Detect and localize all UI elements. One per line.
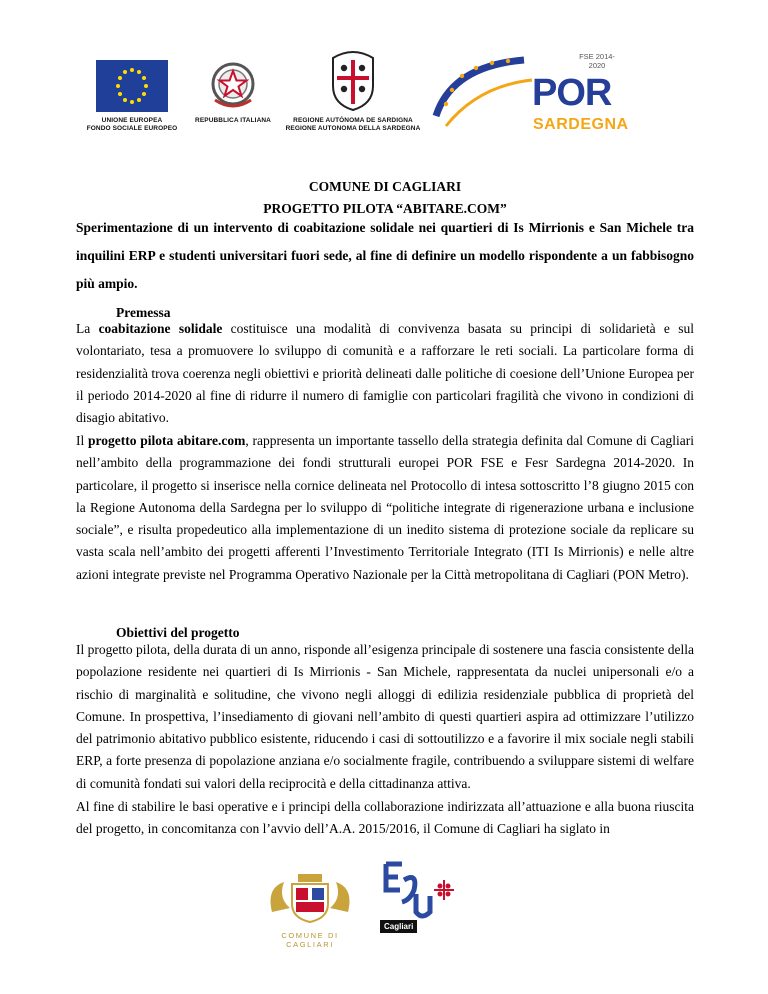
- cagliari-crest-icon: [262, 868, 358, 924]
- por-fse-label: FSE 2014-2020: [579, 52, 615, 70]
- premessa-p1-after: costituisce una modalità di convivenza basata su principi di solidarietà e sul volontariato, tesa a promuovere lo sviluppo di comunità e a rafforzare le reti sociali. La particolare forma di residenzialità trova coerenza negli obiettivi e priorità delineati dalle politiche di coesione dell’Unione Europea per il periodo 2014-2020 al fine di ridurre il numero di famiglie con particolari fragilità che vivono in condizioni di disagio abitativo.: [76, 321, 694, 426]
- eu-flag-icon: [96, 60, 168, 112]
- premessa-paragraph-2: [76, 430, 694, 586]
- premessa-p2-bold: progetto pilota abitare.com: [88, 433, 246, 448]
- premessa-p1-bold: coabitazione solidale: [98, 321, 223, 336]
- comune-cagliari-logo: [260, 868, 360, 949]
- premessa-p2-after: , rappresenta un importante tassello della strategia definita dal Comune di Cagliari nell’ambito della programmazione dei fondi strutturali europei POR FSE e Fesr Sardegna 2014-2020. In particolare, il progetto si inserisce nella cornice delineata nel Protocollo di intesa sottoscritto l’8 giugno 2015 con la Regione Autonoma della Sardegna per lo sviluppo di “politiche integrate di rigenerazione urbana e inclusione sociale”, e risulta propedeutico alla implementazione di un inedito sistema di protezione sociale da replicare su vasta scala nell’ambito dei progetti afferenti l’Investimento Territoriale Integrato (ITI Is Mirrionis) e nelle altre azioni integrate previste nel Programma Operativo Nazionale per la Città metropolitana di Cagliari (PON Metro).: [76, 433, 694, 582]
- project-title: PROGETTO PILOTA “ABITARE.COM”: [263, 201, 507, 216]
- por-sardegna-logo: [432, 46, 629, 146]
- italy-caption: REPUBBLICA ITALIANA: [195, 117, 271, 124]
- eu-caption-2: FONDO SOCIALE EUROPEO: [86, 125, 178, 132]
- header-logos: [0, 46, 768, 156]
- italian-emblem-icon: [206, 60, 260, 112]
- premessa-heading: Premessa: [116, 305, 171, 320]
- sardinia-caption-2: REGIONE AUTONOMA DELLA SARDEGNA: [285, 125, 421, 132]
- sardinia-region-logo: [282, 46, 424, 133]
- por-region: SARDEGNA: [533, 116, 629, 133]
- cagliari-caption: COMUNE DI CAGLIARI: [281, 931, 339, 949]
- italian-republic-logo: [190, 60, 276, 125]
- commune-title: COMUNE DI CAGLIARI: [308, 179, 462, 194]
- obiettivi-paragraph-1: Il progetto pilota, della durata di un anno, risponde all’esigenza principale di sostenere una fascia consistente della popolazione residente nei quartieri di Is Mirrionis - San Michele, rappresentata da nuclei unipersonali e/o a rischio di marginalità e solitudine, che vivono negli alloggi di edilizia residenziale pubblica di proprietà del Comune. In prospettiva, l’insediamento di giovani nell’ambito di questi quartieri aspira ad ottimizzare l’utilizzo del patrimonio abitativo pubblico esistente, riducendo i casi di sottoutilizzo e a favorire il mix sociale negli stabili ERP, a forte presenza di popolazione anziana e/o socialmente fragile, contribuendo a sviluppare sistemi di welfare di comunità fondati sui valori della reciprocità e della cittadinanza attiva.: [76, 642, 694, 791]
- eu-caption-1: UNIONE EUROPEA: [101, 117, 163, 124]
- sardinia-coat-icon: [325, 46, 381, 112]
- premessa-p1-before: La: [76, 321, 99, 336]
- sardinia-caption-1: REGIONE AUTÒNOMA DE SARDIGNA: [293, 117, 413, 124]
- ersu-mark-icon: [378, 860, 458, 922]
- ersu-logo: [378, 860, 458, 938]
- footer-logos: [0, 860, 768, 949]
- project-subtitle: Sperimentazione di un intervento di coabitazione solidale nei quartieri di Is Mirrionis e San Michele tra inquilini ERP e studenti universitari fuori sede, al fine di definire un modello rispondente a un fabbisogno più ampio.: [76, 220, 694, 291]
- ersu-tag: Cagliari: [380, 920, 417, 933]
- eu-flag-logo: [82, 60, 182, 133]
- obiettivi-heading: Obiettivi del progetto: [116, 625, 240, 640]
- premessa-p2-before: Il: [76, 433, 88, 448]
- premessa-paragraph-1: [76, 318, 694, 429]
- obiettivi-paragraph-2: Al fine di stabilire le basi operative e i principi della collaborazione indirizzata all’attuazione e alla buona riuscita del progetto, in concomitanza con l’avvio dell’A.A. 2015/2016, il Comune di Cagliari ha siglato in: [76, 799, 694, 837]
- por-swoosh-icon: [432, 46, 542, 136]
- por-word: POR: [532, 72, 612, 114]
